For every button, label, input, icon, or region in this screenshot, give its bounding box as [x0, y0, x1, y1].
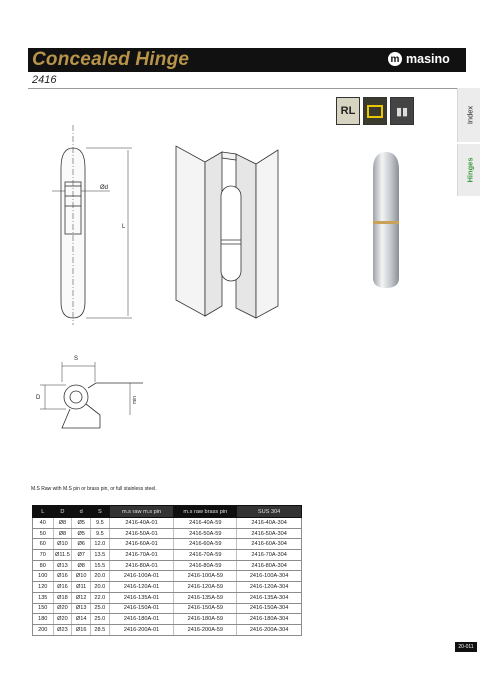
table-cell: 2416-180A-01 [109, 614, 174, 625]
table-cell: 2416-180A-304 [237, 614, 302, 625]
table-cell: 2416-40A-304 [237, 518, 302, 529]
table-cell: 2416-120A-304 [237, 582, 302, 593]
table-cell: 20.0 [91, 582, 110, 593]
table-cell: 2416-150A-304 [237, 603, 302, 614]
table-cell: 2416-70A-59 [174, 550, 237, 561]
brand-name: masino [406, 52, 450, 66]
page-number: 20-011 [455, 642, 477, 652]
table-cell: 2416-70A-304 [237, 550, 302, 561]
table-cell: 2416-200A-304 [237, 624, 302, 635]
screw-icon: ▮▮ [390, 97, 414, 125]
table-cell: 180 [33, 614, 54, 625]
table-cell: Ø16 [72, 624, 91, 635]
page-title: Concealed Hinge [32, 49, 190, 70]
table-cell: 25.0 [91, 614, 110, 625]
table-cell: 2416-50A-01 [109, 528, 174, 539]
col-header-sus304: SUS 304 [237, 506, 302, 518]
table-cell: Ø6 [72, 539, 91, 550]
table-cell: 2416-60A-01 [109, 539, 174, 550]
col-header-ms-pin: m.s raw m.s pin [109, 506, 174, 518]
table-cell: 2416-80A-59 [174, 560, 237, 571]
tab-index-label: Index [465, 105, 474, 125]
col-header-l: L [33, 506, 54, 518]
table-cell: Ø11.5 [53, 550, 72, 561]
table-row [33, 582, 302, 593]
table-cell: 2416-200A-59 [174, 624, 237, 635]
table-cell: Ø14 [72, 614, 91, 625]
table-cell: 22.0 [91, 592, 110, 603]
table-cell: 15.5 [91, 560, 110, 571]
table-cell: 13.5 [91, 550, 110, 561]
table-cell: 2416-120A-01 [109, 582, 174, 593]
table-cell: 40 [33, 518, 54, 529]
table-cell: Ø20 [53, 603, 72, 614]
col-header-d-outer: D [53, 506, 72, 518]
table-cell: Ø16 [53, 571, 72, 582]
rl-badge: RL [336, 97, 360, 125]
table-cell: Ø20 [53, 614, 72, 625]
material-caption: M.S Raw with M.S pin or brass pin, or full stainless steel. [31, 486, 157, 492]
table-cell: Ø5 [72, 528, 91, 539]
table-cell: 2416-50A-304 [237, 528, 302, 539]
table-cell: Ø13 [72, 603, 91, 614]
table-row [33, 518, 302, 529]
table-cell: 2416-60A-59 [174, 539, 237, 550]
table-row [33, 614, 302, 625]
table-cell: 2416-70A-01 [109, 550, 174, 561]
table-cell: Ø7 [72, 550, 91, 561]
table-cell: 9.5 [91, 528, 110, 539]
table-cell: Ø8 [53, 528, 72, 539]
col-header-d-inner: d [72, 506, 91, 518]
table-cell: 2416-60A-304 [237, 539, 302, 550]
table-cell: 100 [33, 571, 54, 582]
table-cell: Ø23 [53, 624, 72, 635]
table-cell: 25.0 [91, 603, 110, 614]
table-cell: 2416-135A-304 [237, 592, 302, 603]
section-drawing [40, 362, 143, 428]
table-cell: 70 [33, 550, 54, 561]
table-cell: Ø10 [53, 539, 72, 550]
table-row [33, 528, 302, 539]
table-cell: Ø10 [72, 571, 91, 582]
table-cell: Ø8 [72, 560, 91, 571]
table-cell: Ø12 [72, 592, 91, 603]
col-header-brass-pin: m.s raw brass pin [174, 506, 237, 518]
table-cell: Ø13 [53, 560, 72, 571]
table-cell: 60 [33, 539, 54, 550]
table-cell: 28.5 [91, 624, 110, 635]
table-cell: Ø18 [53, 592, 72, 603]
label-diameter: Ød [100, 185, 109, 191]
table-cell: 80 [33, 560, 54, 571]
table-cell: 2416-135A-01 [109, 592, 174, 603]
table-cell: 135 [33, 592, 54, 603]
label-s: S [74, 356, 79, 362]
table-row [33, 550, 302, 561]
table-cell: 2416-120A-59 [174, 582, 237, 593]
table-cell: Ø8 [53, 518, 72, 529]
col-header-s: S [91, 506, 110, 518]
table-cell: 2416-150A-59 [174, 603, 237, 614]
isometric-drawing [176, 146, 278, 318]
table-cell: 120 [33, 582, 54, 593]
table-cell: 2416-100A-59 [174, 571, 237, 582]
brand-mark-icon: m [388, 52, 402, 66]
table-cell: 2416-150A-01 [109, 603, 174, 614]
spec-table [32, 505, 302, 636]
table-cell: Ø11 [72, 582, 91, 593]
table-header-row [33, 506, 302, 518]
table-cell: 2416-40A-01 [109, 518, 174, 529]
table-cell: 2416-50A-59 [174, 528, 237, 539]
table-cell: 150 [33, 603, 54, 614]
table-row [33, 560, 302, 571]
product-photo [373, 152, 399, 288]
table-row [33, 592, 302, 603]
tab-hinges-label: Hinges [465, 157, 474, 183]
table-cell: 12.0 [91, 539, 110, 550]
label-length: L [122, 224, 126, 230]
table-cell: 50 [33, 528, 54, 539]
table-cell: 2416-135A-59 [174, 592, 237, 603]
table-cell: 2416-180A-59 [174, 614, 237, 625]
table-cell: 200 [33, 624, 54, 635]
table-cell: 9.5 [91, 518, 110, 529]
table-cell: 20.0 [91, 571, 110, 582]
table-row [33, 539, 302, 550]
table-cell: 2416-80A-01 [109, 560, 174, 571]
label-min: min [132, 395, 138, 404]
table-cell: 2416-40A-59 [174, 518, 237, 529]
table-cell: Ø5 [72, 518, 91, 529]
table-cell: 2416-100A-304 [237, 571, 302, 582]
model-number: 2416 [32, 74, 57, 86]
front-view-drawing [52, 125, 132, 325]
table-row [33, 624, 302, 635]
table-cell: 2416-200A-01 [109, 624, 174, 635]
table-cell: 2416-80A-304 [237, 560, 302, 571]
label-d: D [36, 395, 41, 401]
table-row [33, 571, 302, 582]
table-row [33, 603, 302, 614]
table-cell: Ø16 [53, 582, 72, 593]
table-cell: 2416-100A-01 [109, 571, 174, 582]
